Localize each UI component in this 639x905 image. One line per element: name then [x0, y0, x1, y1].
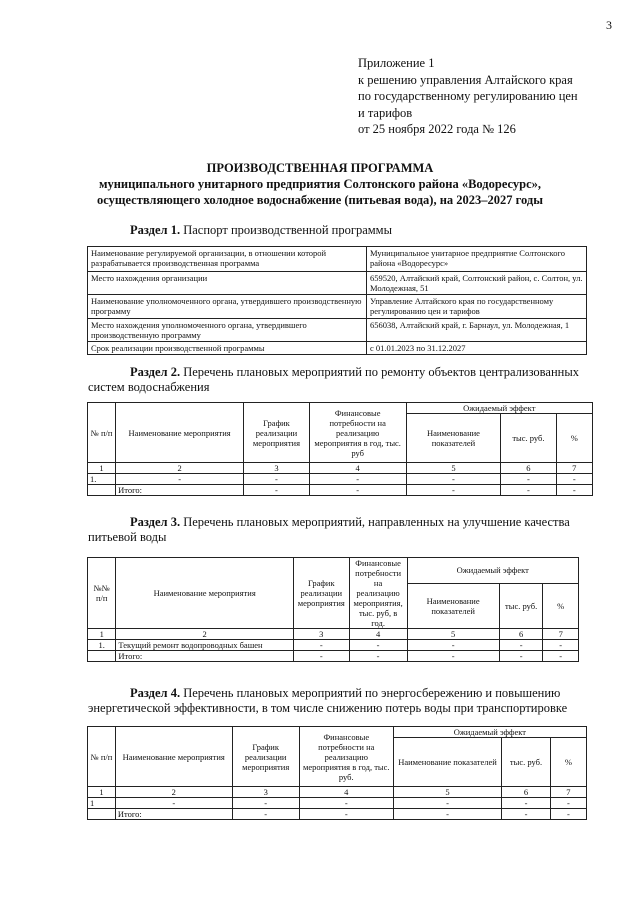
table-cell: 1 — [88, 629, 116, 640]
annex-line: к решению управления Алтайского края — [358, 72, 573, 87]
page-number: 3 — [606, 18, 612, 32]
table-cell: №№ п/п — [88, 558, 116, 629]
table-cell: - — [556, 474, 592, 485]
section-3-heading: Раздел 3. Перечень плановых мероприятий, направленных на улучшение качества питьевой воды — [88, 515, 570, 544]
table-row — [88, 342, 587, 355]
table-cell: Наименование показателей — [406, 414, 501, 463]
table-cell: - — [543, 651, 579, 662]
table-cell: 3 — [232, 787, 299, 798]
title-line: осуществляющего холодное водоснабжение (питьевая вода), на 2023–2027 годы — [97, 193, 543, 207]
table-cell: Финансовые потребности на реализацию мероприятия в год, тыс. руб. — [299, 727, 393, 787]
table-cell: % — [556, 414, 592, 463]
table-cell: 4 — [309, 463, 406, 474]
table-cell: 1. — [88, 474, 116, 485]
table-cell: - — [309, 474, 406, 485]
table-cell: 6 — [499, 629, 543, 640]
document-title — [40, 160, 600, 208]
table-cell: - — [393, 809, 501, 820]
table-cell: Итого: — [115, 809, 232, 820]
table-cell: % — [543, 583, 579, 628]
table-cell: Наименование мероприятия — [116, 558, 294, 629]
table-cell: - — [406, 474, 501, 485]
table-row — [88, 640, 579, 651]
table-cell: Муниципальное унитарное предприятие Солтонского района «Водоресурс» — [367, 247, 587, 272]
table-cell: - — [299, 798, 393, 809]
table-cell: Итого: — [116, 651, 294, 662]
table-cell: Срок реализации производственной программы — [88, 342, 367, 355]
table-cell: - — [349, 651, 407, 662]
table-cell: - — [501, 485, 556, 496]
table-cell: График реализации мероприятия — [293, 558, 349, 629]
table-cell: - — [550, 798, 586, 809]
table-row — [88, 787, 587, 798]
table-cell: 7 — [556, 463, 592, 474]
table-cell: 4 — [299, 787, 393, 798]
table-cell: - — [349, 640, 407, 651]
table-cell: График реализации мероприятия — [244, 403, 310, 463]
table-cell: - — [293, 640, 349, 651]
table-cell: Ожидаемый эффект — [407, 558, 579, 584]
table-cell: Ожидаемый эффект — [406, 403, 592, 414]
table-row — [88, 629, 579, 640]
table-cell: - — [244, 474, 310, 485]
repair-table — [87, 402, 593, 496]
table-cell — [88, 485, 116, 496]
table-cell: Место нахождения организации — [88, 272, 367, 295]
table-cell: - — [502, 809, 551, 820]
table-cell: № п/п — [88, 727, 116, 787]
table-cell: 2 — [115, 787, 232, 798]
table-cell: 6 — [502, 787, 551, 798]
table-cell: Ожидаемый эффект — [393, 727, 586, 738]
table-cell: 7 — [543, 629, 579, 640]
table-cell: Наименование регулируемой организации, в отношении которой разрабатывается производственная программа — [88, 247, 367, 272]
table-cell: 7 — [550, 787, 586, 798]
table-cell: 2 — [116, 629, 294, 640]
table-row — [88, 798, 587, 809]
table-row — [88, 474, 593, 485]
table-cell: № п/п — [88, 403, 116, 463]
table-row — [88, 247, 587, 272]
table-row — [88, 485, 593, 496]
table-cell: - — [499, 640, 543, 651]
table-cell: - — [244, 485, 310, 496]
table-cell: тыс. руб. — [499, 583, 543, 628]
energy-table — [87, 726, 587, 820]
table-cell: Наименование показателей — [393, 738, 501, 787]
table-row — [88, 463, 593, 474]
table-row — [88, 651, 579, 662]
table-cell: 1 — [88, 798, 116, 809]
table-row — [88, 272, 587, 295]
table-cell: - — [407, 651, 499, 662]
title-line: ПРОИЗВОДСТВЕННАЯ ПРОГРАММА — [206, 161, 434, 175]
table-cell: 2 — [116, 463, 244, 474]
table-cell: % — [550, 738, 586, 787]
table-cell: - — [501, 474, 556, 485]
table-cell: с 01.01.2023 по 31.12.2027 — [367, 342, 587, 355]
table-cell: 4 — [349, 629, 407, 640]
annex-line: Приложение 1 — [358, 56, 435, 70]
table-cell: 659520, Алтайский край, Солтонский район, с. Солтон, ул. Молодежная, 51 — [367, 272, 587, 295]
table-cell: 1. — [88, 640, 116, 651]
table-cell — [88, 651, 116, 662]
table-cell: - — [556, 485, 592, 496]
table-cell: - — [502, 798, 551, 809]
table-cell: Управление Алтайского края по государственному регулированию цен и тарифов — [367, 295, 587, 319]
table-cell: Наименование мероприятия — [116, 403, 244, 463]
table-row — [88, 809, 587, 820]
table-cell: 5 — [406, 463, 501, 474]
table-cell: Наименование мероприятия — [115, 727, 232, 787]
table-cell: - — [293, 651, 349, 662]
table-cell — [88, 809, 116, 820]
table-cell: тыс. руб. — [501, 414, 556, 463]
table-cell: - — [406, 485, 501, 496]
table-cell: 1 — [88, 787, 116, 798]
annex-line: и тарифов — [358, 105, 413, 120]
table-cell: - — [543, 640, 579, 651]
table-cell: - — [299, 809, 393, 820]
section-2-heading: Раздел 2. Перечень плановых мероприятий по ремонту объектов централизованных систем водоснабжения — [88, 365, 579, 394]
section-4-heading: Раздел 4. Перечень плановых мероприятий по энергосбережению и повышению энергетической эффективности, в том числе снижению потерь воды при транспортировке — [88, 686, 568, 715]
table-cell: Наименование показателей — [407, 583, 499, 628]
table-cell: Наименование уполномоченного органа, утвердившего производственную программу — [88, 295, 367, 319]
table-cell: 3 — [244, 463, 310, 474]
table-cell: - — [115, 798, 232, 809]
table-cell: - — [550, 809, 586, 820]
passport-table — [87, 246, 587, 355]
table-cell: 6 — [501, 463, 556, 474]
table-cell: Итого: — [116, 485, 244, 496]
table-row — [88, 295, 587, 319]
table-cell: Финансовые потребности на реализацию мероприятия, тыс. руб, в год. — [349, 558, 407, 629]
table-row — [88, 319, 587, 342]
table-cell: - — [407, 640, 499, 651]
table-cell: - — [309, 485, 406, 496]
table-cell: Финансовые потребности на реализацию мероприятия в год, тыс. руб — [309, 403, 406, 463]
table-cell: Текущий ремонт водопроводных башен — [116, 640, 294, 651]
table-cell: - — [116, 474, 244, 485]
table-cell: 656038, Алтайский край, г. Барнаул, ул. Молодежная, 1 — [367, 319, 587, 342]
section-1-heading: Раздел 1. Паспорт производственной программы — [130, 223, 392, 237]
table-cell: тыс. руб. — [502, 738, 551, 787]
table-cell: 5 — [393, 787, 501, 798]
table-cell: - — [232, 798, 299, 809]
table-cell: - — [232, 809, 299, 820]
table-cell: - — [499, 651, 543, 662]
table-cell: 3 — [293, 629, 349, 640]
table-cell: 5 — [407, 629, 499, 640]
water-quality-table — [87, 557, 579, 662]
annex-line: от 25 ноября 2022 года № 126 — [358, 122, 516, 136]
title-line: муниципального унитарного предприятия Солтонского района «Водоресурс», — [98, 177, 542, 191]
table-cell: 1 — [88, 463, 116, 474]
table-cell: - — [393, 798, 501, 809]
annex-block — [358, 55, 578, 138]
table-cell: График реализации мероприятия — [232, 727, 299, 787]
annex-line: по государственному регулированию цен — [358, 89, 578, 103]
table-cell: Место нахождения уполномоченного органа, утвердившего производственную программу — [88, 319, 367, 342]
